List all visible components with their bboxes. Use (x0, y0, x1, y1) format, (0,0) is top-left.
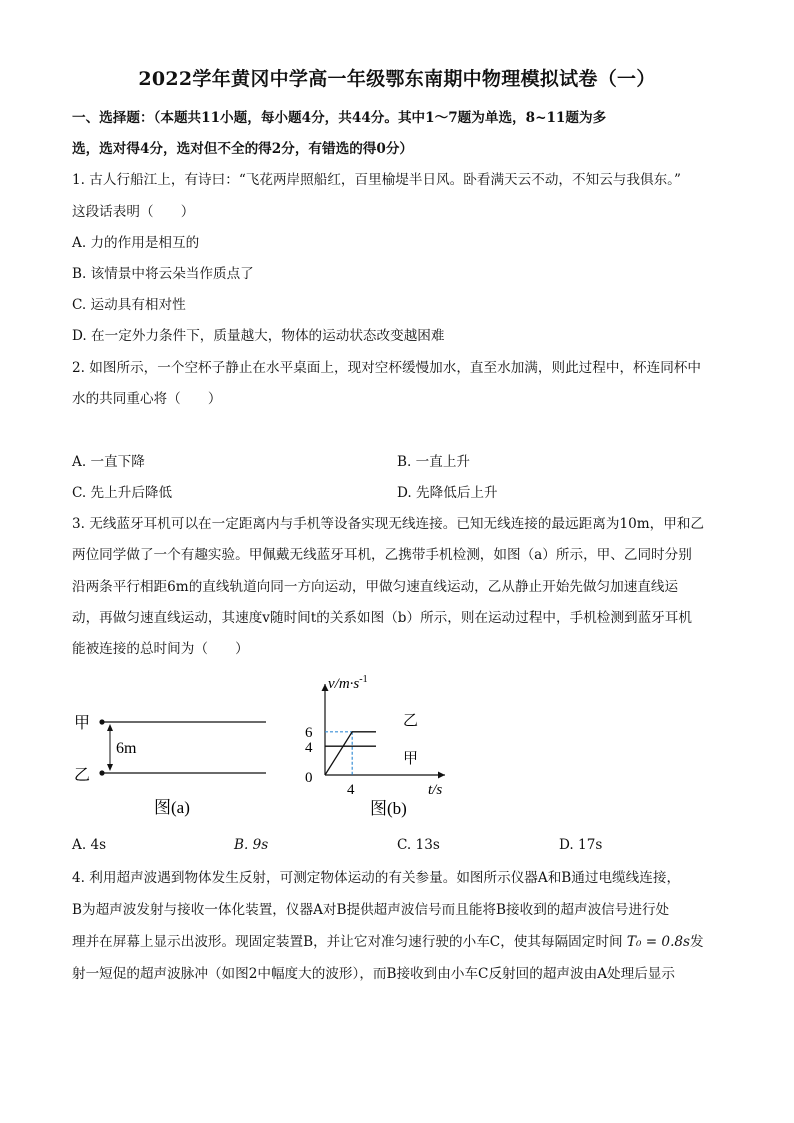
q1-stem-line2: 这段话表明（ ） (72, 204, 195, 220)
q1-option-d: D. 在一定外力条件下，质量越大，物体的运动状态改变越困难 (72, 328, 445, 344)
q3-option-a: A. 4s (72, 837, 107, 853)
q3-stem-line4: 动，再做匀速直线运动，其速度v随时间t的关系如图（b）所示，则在运动过程中，手机检测到蓝牙耳机 (72, 610, 692, 626)
origin-label: 0 (305, 770, 313, 786)
x-tick-4: 4 (347, 782, 355, 798)
q2-option-d: D. 先降低后上升 (397, 485, 498, 501)
series-label-yi: 乙 (403, 713, 419, 729)
y-axis-label: $v/m\cdot s^{-1}$ (328, 674, 368, 692)
series-label-jia: 甲 (403, 751, 419, 767)
y-tick-4: 4 (305, 740, 313, 756)
figure-b-chart (295, 672, 465, 822)
section-header-line1: 一、选择题：（本题共11小题，每小题4分，共44分。其中1～7题为单选，8~11题为多 (72, 110, 607, 126)
q4-stem-line3-text: 理并在屏幕上显示出波形。现固定装置B，并让它对准匀速行驶的小车C，使其每隔固定时间 (72, 934, 623, 950)
y-tick-6: 6 (305, 725, 313, 741)
x-axis-label: t/s (428, 782, 443, 798)
q4-stem-line1: 4. 利用超声波遇到物体发生反射，可测定物体运动的有关参量。如图所示仪器A和B通过电缆线连接， (72, 870, 681, 886)
label-jia: 甲 (74, 715, 91, 732)
caption-b: 图(b) (370, 799, 407, 818)
q3-stem-line1: 3. 无线蓝牙耳机可以在一定距离内与手机等设备实现无线连接。已知无线连接的最远距离为10m，甲和乙 (72, 516, 705, 532)
arrow-head-top (107, 724, 113, 731)
q3-stem-line2: 两位同学做了一个有趣实验。甲佩戴无线蓝牙耳机，乙携带手机检测，如图（a）所示，甲、乙同时分别 (72, 547, 692, 563)
q3-stem-line3: 沿两条平行相距6m的直线轨道向同一方向运动，甲做匀速直线运动，乙从静止开始先做匀加速直线运 (72, 579, 679, 595)
q2-option-c: C. 先上升后降低 (72, 485, 173, 501)
q3-option-d: D. 17s (559, 837, 603, 853)
arrow-head-bottom (107, 764, 113, 771)
figure-a (70, 700, 280, 830)
q2-stem-line2: 水的共同重心将（ ） (72, 391, 222, 407)
q4-stem-line4: 射一短促的超声波脉冲（如图2中幅度大的波形），而B接收到由小车C反射回的超声波由A处理后显示 (72, 966, 675, 982)
q4-stem-line2: B为超声波发射与接收一体化装置，仪器A对B提供超声波信号而且能将B接收到的超声波信号进行处 (72, 902, 670, 918)
q1-option-c: C. 运动具有相对性 (72, 297, 186, 313)
q3-option-c: C. 13s (397, 837, 440, 853)
q1-option-b: B. 该情景中将云朵当作质点了 (72, 266, 254, 282)
q2-stem-line1: 2. 如图所示，一个空杯子静止在水平桌面上，现对空杯缓慢加水，直至水加满，则此过程中，杯连同杯中 (72, 360, 702, 376)
q4-stem-line3-suffix: 发 (690, 934, 704, 950)
q3-stem-line5: 能被连接的总时间为（ ） (72, 641, 249, 657)
q1-option-a: A. 力的作用是相互的 (72, 235, 200, 251)
page-title: 2022学年黄冈中学高一年级鄂东南期中物理模拟试卷（一） (138, 68, 656, 90)
q1-stem-line1: 1. 古人行船江上，有诗曰：“飞花两岸照船红，百里榆堤半日风。卧看满天云不动，不知云与我俱东。” (72, 172, 681, 188)
label-yi: 乙 (74, 767, 91, 784)
q4-stem-line3 (72, 932, 732, 952)
label-distance: 6m (116, 740, 137, 757)
dot-yi (99, 770, 104, 775)
series-line-yi (325, 732, 376, 775)
t0-formula: T₀ = 0.8s (626, 934, 691, 950)
dot-jia (99, 719, 104, 724)
q2-option-a: A. 一直下降 (72, 454, 145, 470)
q3-option-b: B. 9s (234, 837, 269, 853)
q2-option-b: B. 一直上升 (397, 454, 471, 470)
caption-a: 图(a) (154, 798, 190, 817)
section-header-line2: 选，选对得4分，选对但不全的得2分，有错选的得0分） (72, 141, 414, 157)
